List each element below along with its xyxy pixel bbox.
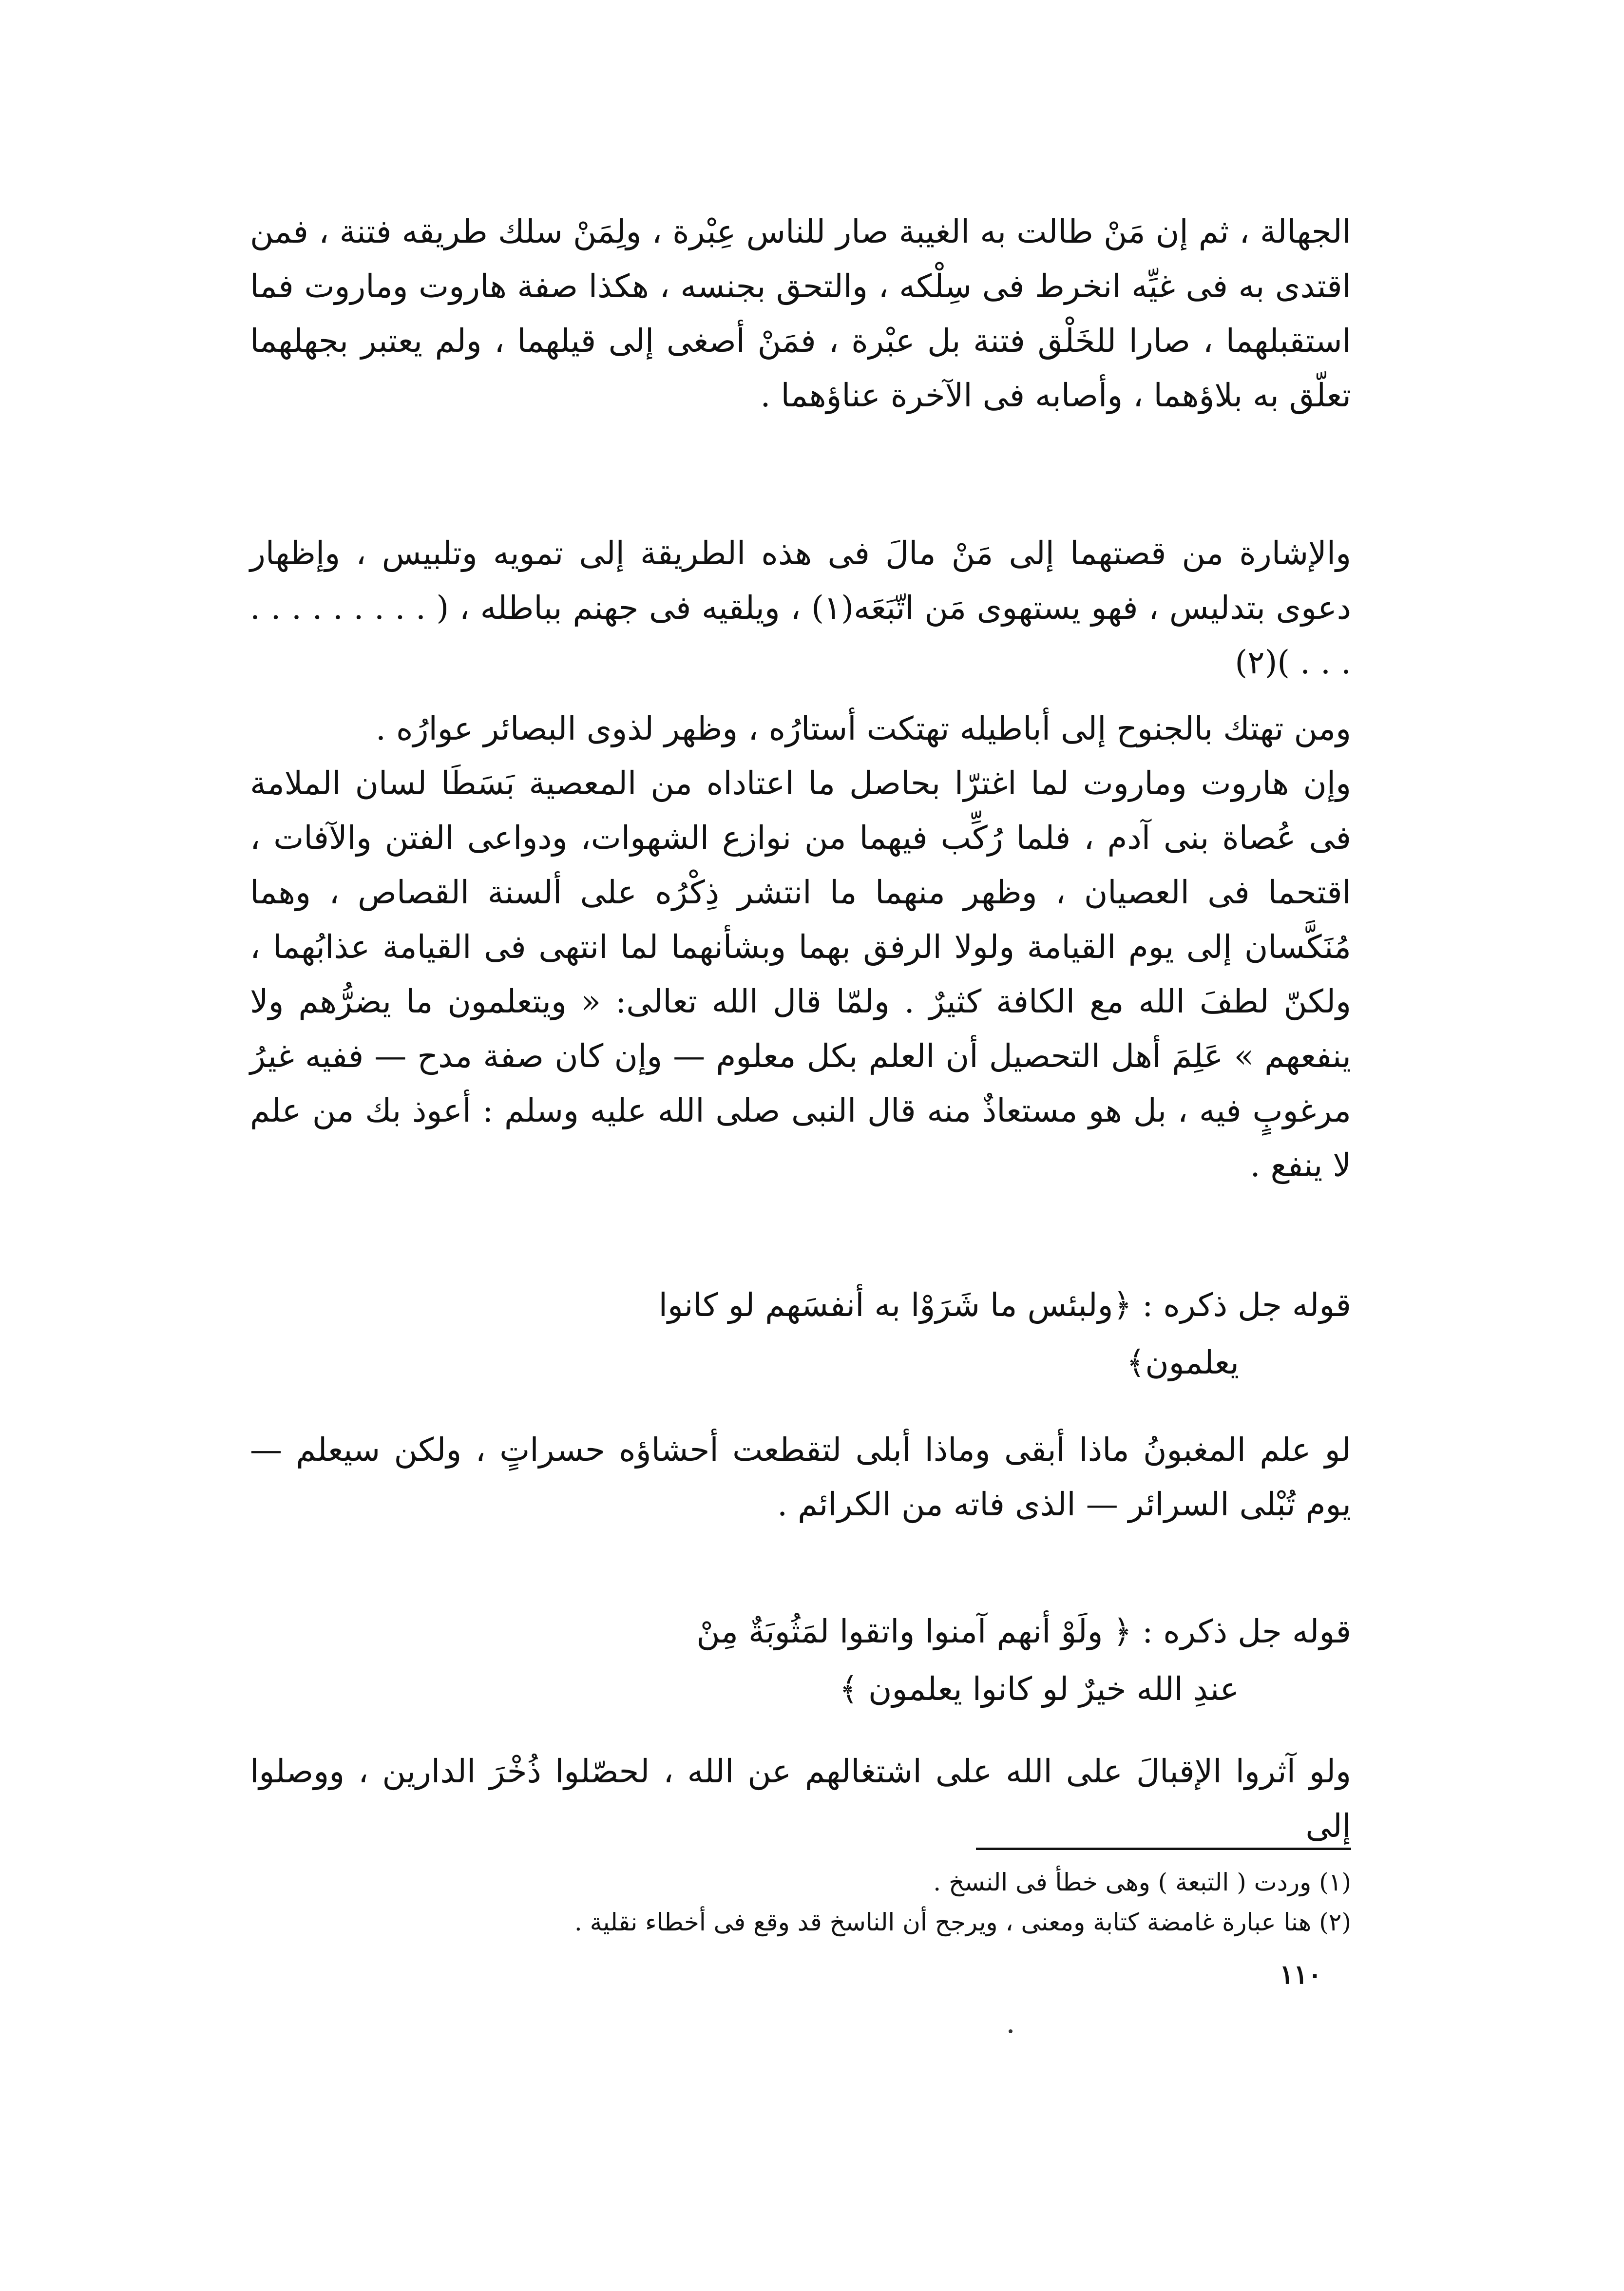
quran-verse-2	[250, 1603, 1351, 1718]
paragraph-5	[250, 1744, 1351, 1853]
paragraph-4-text: لو علم المغبونُ ماذا أبقى وماذا أبلى لتقطعت أحشاؤه حسراتٍ ، ولكن سيعلم — يوم تُبْلى السرائر — الذى فاته من الكرائم .	[250, 1431, 1352, 1523]
paragraph-4	[250, 1423, 1351, 1532]
quran-verse-1	[250, 1277, 1351, 1392]
paragraph-1	[250, 205, 1351, 423]
paragraph-2	[250, 526, 1351, 690]
paragraph-3b-text: وإن هاروت وماروت لما اغترّا بحاصل ما اعتاداه من المعصية بَسَطَا لسان الملامة فى عُصاة بنى آدم ، فلما رُكِّب فيهما من نوازع الشهوات، ودواعى الفتن والآفات ، اقتحما فى العصيان ، وظهر منهما ما انتشر ذِكْرُه على ألسنة القصاص ، وهما مُنَكَّسان إلى يوم القيامة ولولا الرفق بهما وبشأنهما لما انتهى فى القيامة عذابُهما ، ولكنّ لطفَ الله مع الكافة كثيرٌ . ولمّا قال الله تعالى: « ويتعلمون ما يضرُّهم ولا ينفعهم » عَلِمَ أهل التحصيل أن العلم بكل معلوم — وإن كان صفة مدح — ففيه غيرُ مرغوبٍ فيه ، بل هو مستعاذٌ منه قال النبى صلى الله عليه وسلم : أعوذ بك من علم لا ينفع .	[250, 764, 1351, 1184]
scan-dot	[1009, 2029, 1013, 2033]
page-number: ١١٠	[1279, 1959, 1322, 1990]
verse-2-line-1: قوله جل ذكره : ﴿ ولَوْ أنهم آمنوا واتقوا لمَثُوبَةٌ مِنْ	[696, 1613, 1351, 1650]
footnote-2: (٢) هنا عبارة غامضة كتابة ومعنى ، ويرجح أن الناسخ قد وقع فى أخطاء نقلية .	[574, 1908, 1351, 1936]
verse-1-line-1: قوله جل ذكره : ﴿ولبئس ما شَرَوْا به أنفسَهم لو كانوا	[658, 1286, 1351, 1324]
verse-2-line-2: عندِ الله خيرٌ لو كانوا يعلمون ﴾	[839, 1670, 1239, 1708]
paragraph-1-text: الجهالة ، ثم إن مَنْ طالت به الغيبة صار للناس عِبْرة ، ولِمَنْ سلك طريقه فتنة ، فمن اقتدى به فى غيِّه انخرط فى سِلْكه ، والتحق بجنسه ، هكذا صفة هاروت وماروت فما استقبلهما ، صارا للخَلْق فتنة بل عبْرة ، فمَنْ أصغى إلى قيلهما ، ولم يعتبر بجهلهما تعلّق به بلاؤهما ، وأصابه فى الآخرة عناؤهما .	[250, 213, 1351, 414]
paragraph-5-text: ولو آثروا الإقبالَ على الله على اشتغالهم عن الله ، لحصّلوا ذُخْرَ الدارين ، ووصلوا إلى	[250, 1753, 1351, 1845]
paragraph-2-text: والإشارة من قصتهما إلى مَنْ مالَ فى هذه الطريقة إلى تمويه وتلبيس ، وإظهار دعوى بتدليس ، فهو يستهوى مَن اتّبَعَه(١) ، ويلقيه فى جهنم بباطله ، ( . . . . . . . . . . . . )(٢)	[250, 535, 1351, 681]
footnotes	[250, 1862, 1351, 1942]
paragraph-3	[250, 702, 1351, 1193]
footnote-divider	[976, 1848, 1351, 1850]
paragraph-3a-text: ومن تهتك بالجنوح إلى أباطيله تهتكت أستارُه ، وظهر لذوى البصائر عوارُه .	[376, 710, 1351, 747]
footnote-1: (١) وردت ( التبعة ) وهى خطأ فى النسخ .	[933, 1868, 1351, 1896]
verse-1-line-2: يعلمون﴾	[1126, 1344, 1239, 1381]
